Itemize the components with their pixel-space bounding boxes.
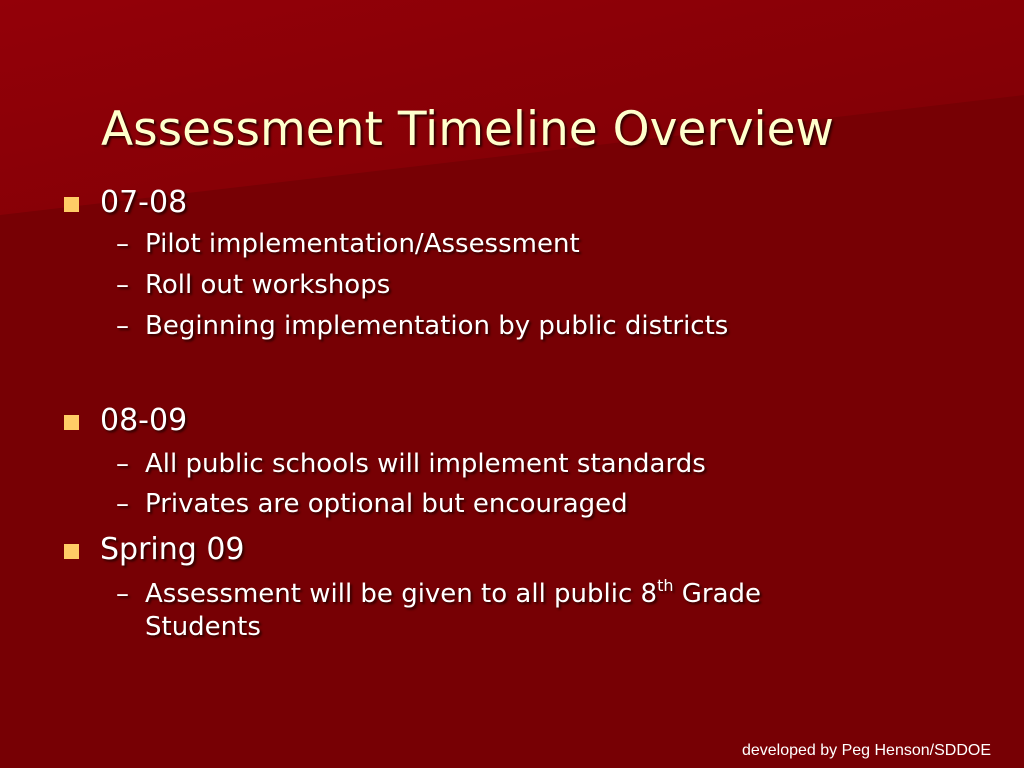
bullet-square-icon	[64, 197, 79, 212]
slide-title: Assessment Timeline Overview	[101, 102, 834, 157]
bullet-square-icon	[64, 415, 79, 430]
dash-marker: –	[116, 449, 129, 479]
sub-bullet-text: Pilot implementation/Assessment	[145, 229, 580, 259]
footer-credit: developed by Peg Henson/SDDOE	[741, 742, 991, 759]
sub-bullet-text: Beginning implementation by public districts	[145, 311, 729, 341]
sub-bullet-text: All public schools will implement standards	[145, 449, 706, 479]
bullet-square-icon	[64, 544, 79, 559]
sub-bullet-text-part: Assessment will be given to all public 8	[145, 579, 658, 609]
superscript-ordinal: th	[657, 576, 674, 595]
dash-marker: –	[116, 489, 129, 519]
sub-bullet-text: Privates are optional but encouraged	[145, 489, 628, 519]
dash-marker: –	[116, 311, 129, 341]
bullet-label: 07-08	[100, 185, 188, 220]
sub-bullet-text: Roll out workshops	[145, 270, 391, 300]
dash-marker: –	[116, 229, 129, 259]
sub-bullet-text	[145, 577, 761, 611]
sub-bullet-text: Students	[145, 612, 261, 642]
dash-marker: –	[116, 270, 129, 300]
sub-bullet-text-part: Grade	[673, 579, 762, 609]
dash-marker: –	[116, 579, 129, 609]
bullet-label: 08-09	[100, 403, 188, 438]
bullet-label: Spring 09	[100, 532, 245, 567]
